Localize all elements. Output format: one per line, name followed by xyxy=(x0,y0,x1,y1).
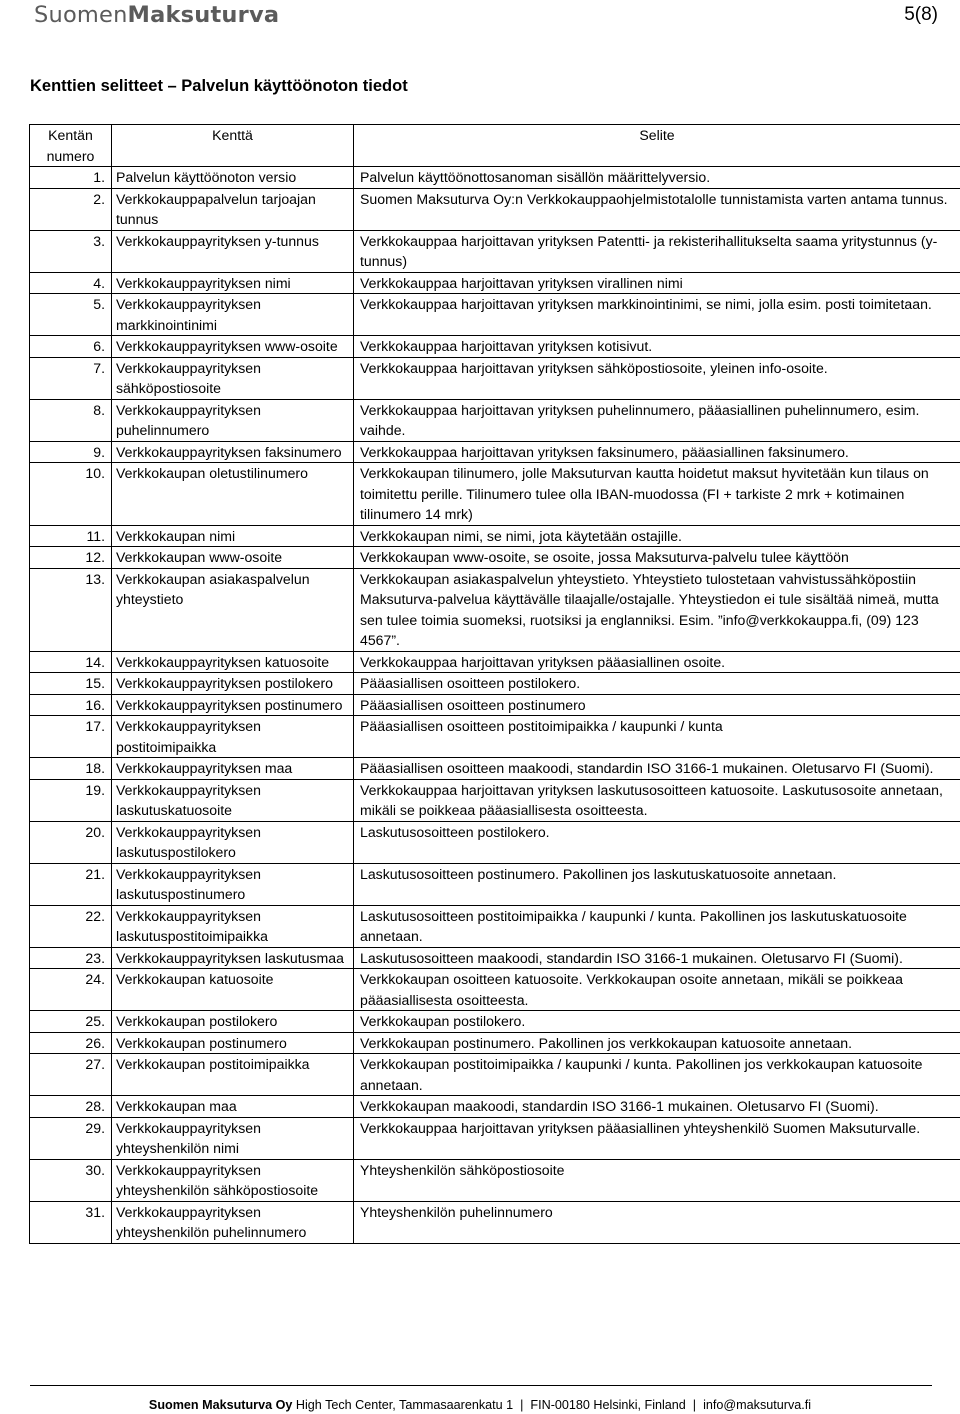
field-description: Verkkokauppaa harjoittavan yrityksen virallinen nimi xyxy=(354,272,960,294)
logo-text-part2: Maksuturva xyxy=(127,2,280,28)
table-row xyxy=(30,1201,960,1243)
field-description: Laskutusosoitteen maakoodi, standardin ISO 3166-1 mukainen. Oletusarvo FI (Suomi). xyxy=(354,947,960,969)
field-name: Verkkokauppayrityksen laskutusmaa xyxy=(112,947,354,969)
footer-divider xyxy=(30,1385,932,1386)
field-number: 9. xyxy=(30,441,112,463)
field-number: 27. xyxy=(30,1054,112,1096)
field-number: 17. xyxy=(30,716,112,758)
footer-address: High Tech Center, Tammasaarenkatu 1 | FIN-00180 Helsinki, Finland | info@maksuturva.fi xyxy=(292,1398,812,1412)
field-description: Pääasiallisen osoitteen postitoimipaikka / kaupunki / kunta xyxy=(354,716,960,758)
field-name: Verkkokaupan maa xyxy=(112,1096,354,1118)
table-row xyxy=(30,1159,960,1201)
table-row xyxy=(30,1117,960,1159)
field-name: Verkkokauppayrityksen katuosoite xyxy=(112,651,354,673)
table-row xyxy=(30,969,960,1011)
field-name: Verkkokauppayrityksen laskutuspostinumero xyxy=(112,863,354,905)
field-name: Verkkokaupan oletustilinumero xyxy=(112,463,354,526)
table-row xyxy=(30,547,960,569)
field-number: 18. xyxy=(30,758,112,780)
field-description: Laskutusosoitteen postinumero. Pakollinen jos laskutuskatuosoite annetaan. xyxy=(354,863,960,905)
field-number: 13. xyxy=(30,568,112,651)
field-name: Verkkokauppayrityksen y-tunnus xyxy=(112,230,354,272)
company-logo xyxy=(34,2,279,28)
field-description: Verkkokauppaa harjoittavan yrityksen faksinumero, pääasiallinen faksinumero. xyxy=(354,441,960,463)
footer-company: Suomen Maksuturva Oy xyxy=(148,1398,293,1412)
field-name: Verkkokauppayrityksen laskutuspostitoimipaikka xyxy=(112,905,354,947)
field-name: Verkkokauppayrityksen postitoimipaikka xyxy=(112,716,354,758)
field-name: Verkkokauppayrityksen laskutuskatuosoite xyxy=(112,779,354,821)
field-description: Pääasiallisen osoitteen postinumero xyxy=(354,694,960,716)
field-description: Verkkokaupan postitoimipaikka / kaupunki / kunta. Pakollinen jos verkkokaupan katuosoite annetaan. xyxy=(354,1054,960,1096)
field-number: 29. xyxy=(30,1117,112,1159)
field-name: Verkkokauppapalvelun tarjoajan tunnus xyxy=(112,188,354,230)
table-row xyxy=(30,399,960,441)
field-description: Verkkokauppaa harjoittavan yrityksen kotisivut. xyxy=(354,336,960,358)
field-number: 28. xyxy=(30,1096,112,1118)
field-description: Verkkokaupan nimi, se nimi, jota käytetään ostajille. xyxy=(354,525,960,547)
field-number: 11. xyxy=(30,525,112,547)
table-row xyxy=(30,694,960,716)
table-row xyxy=(30,1096,960,1118)
field-number: 10. xyxy=(30,463,112,526)
field-number: 6. xyxy=(30,336,112,358)
field-number: 19. xyxy=(30,779,112,821)
field-name: Verkkokauppayrityksen laskutuspostilokero xyxy=(112,821,354,863)
table-row xyxy=(30,167,960,189)
field-name: Verkkokaupan postitoimipaikka xyxy=(112,1054,354,1096)
field-name: Verkkokaupan nimi xyxy=(112,525,354,547)
field-number: 24. xyxy=(30,969,112,1011)
field-name: Verkkokaupan postinumero xyxy=(112,1032,354,1054)
field-number: 21. xyxy=(30,863,112,905)
field-name: Verkkokauppayrityksen yhteyshenkilön puhelinnumero xyxy=(112,1201,354,1243)
field-description: Laskutusosoitteen postilokero. xyxy=(354,821,960,863)
field-name: Verkkokauppayrityksen postilokero xyxy=(112,673,354,695)
table-row xyxy=(30,525,960,547)
field-name: Verkkokauppayrityksen faksinumero xyxy=(112,441,354,463)
table-row xyxy=(30,863,960,905)
page-number: 5(8) xyxy=(904,4,938,25)
field-description: Verkkokauppaa harjoittavan yrityksen Patentti- ja rekisterihallitukselta saama yritystunnus (y-tunnus) xyxy=(354,230,960,272)
field-name: Verkkokauppayrityksen sähköpostiosoite xyxy=(112,357,354,399)
field-description: Laskutusosoitteen postitoimipaikka / kaupunki / kunta. Pakollinen jos laskutuskatuosoite annetaan. xyxy=(354,905,960,947)
field-description: Verkkokaupan maakoodi, standardin ISO 3166-1 mukainen. Oletusarvo FI (Suomi). xyxy=(354,1096,960,1118)
field-description: Verkkokauppaa harjoittavan yrityksen pääasiallinen osoite. xyxy=(354,651,960,673)
field-name: Verkkokaupan asiakaspalvelun yhteystieto xyxy=(112,568,354,651)
table-row xyxy=(30,821,960,863)
table-row xyxy=(30,1032,960,1054)
field-description: Verkkokaupan osoitteen katuosoite. Verkkokaupan osoite annetaan, mikäli se poikkeaa pääasiallisesta osoitteesta. xyxy=(354,969,960,1011)
table-row xyxy=(30,441,960,463)
field-number: 3. xyxy=(30,230,112,272)
table-row xyxy=(30,651,960,673)
field-number: 8. xyxy=(30,399,112,441)
field-name: Verkkokauppayrityksen maa xyxy=(112,758,354,780)
field-description: Verkkokaupan postinumero. Pakollinen jos verkkokaupan katuosoite annetaan. xyxy=(354,1032,960,1054)
field-name: Verkkokauppayrityksen yhteyshenkilön sähköpostiosoite xyxy=(112,1159,354,1201)
field-description-table xyxy=(29,124,960,1244)
table-row xyxy=(30,463,960,526)
field-description: Yhteyshenkilön puhelinnumero xyxy=(354,1201,960,1243)
field-number: 15. xyxy=(30,673,112,695)
field-name: Verkkokaupan katuosoite xyxy=(112,969,354,1011)
field-number: 26. xyxy=(30,1032,112,1054)
field-number: 4. xyxy=(30,272,112,294)
field-name: Verkkokauppayrityksen yhteyshenkilön nimi xyxy=(112,1117,354,1159)
table-row xyxy=(30,1011,960,1033)
logo-text-part1: Suomen xyxy=(34,2,128,28)
field-description: Pääasiallisen osoitteen postilokero. xyxy=(354,673,960,695)
table-header-row xyxy=(30,125,960,167)
table-body xyxy=(30,167,960,1244)
field-description: Palvelun käyttöönottosanoman sisällön määrittelyversio. xyxy=(354,167,960,189)
field-number: 14. xyxy=(30,651,112,673)
table-row xyxy=(30,758,960,780)
field-description: Verkkokaupan tilinumero, jolle Maksuturvan kautta hoidetut maksut hyvitetään kun tilaus on toimitettu perille. Tilinumero tulee olla IBAN-muodossa (FI + tarkiste 2 mrk + kotimainen tilinumero 14 mrk) xyxy=(354,463,960,526)
header-field: Kenttä xyxy=(112,125,354,167)
field-number: 22. xyxy=(30,905,112,947)
table-row xyxy=(30,294,960,336)
field-name: Verkkokauppayrityksen postinumero xyxy=(112,694,354,716)
field-name: Palvelun käyttöönoton versio xyxy=(112,167,354,189)
table-row xyxy=(30,357,960,399)
table-row xyxy=(30,230,960,272)
field-number: 12. xyxy=(30,547,112,569)
field-description: Verkkokaupan www-osoite, se osoite, jossa Maksuturva-palvelu tulee käyttöön xyxy=(354,547,960,569)
field-description: Verkkokaupan asiakaspalvelun yhteystieto. Yhteystieto tulostetaan vahvistussähköpostiin Maksuturva-palvelua käyttävälle tilaajalle/ostajalle. Yhteystiedon ei tule sisältää nimeä, mutta sen tulee toimia suomeksi, ruotsiksi ja englanniksi. Esim. ”info@verkkokauppa.fi, (09) 123 4567”. xyxy=(354,568,960,651)
field-name: Verkkokauppayrityksen puhelinnumero xyxy=(112,399,354,441)
header-description: Selite xyxy=(354,125,960,167)
field-description: Verkkokauppaa harjoittavan yrityksen sähköpostiosoite, yleinen info-osoite. xyxy=(354,357,960,399)
field-description: Verkkokauppaa harjoittavan yrityksen puhelinnumero, pääasiallinen puhelinnumero, esim. vaihde. xyxy=(354,399,960,441)
table-row xyxy=(30,947,960,969)
footer xyxy=(0,1397,960,1413)
field-name: Verkkokaupan postilokero xyxy=(112,1011,354,1033)
field-number: 31. xyxy=(30,1201,112,1243)
field-description: Verkkokauppaa harjoittavan yrityksen markkinointinimi, se nimi, jolla esim. posti toimitetaan. xyxy=(354,294,960,336)
field-description: Verkkokaupan postilokero. xyxy=(354,1011,960,1033)
field-name: Verkkokaupan www-osoite xyxy=(112,547,354,569)
table-row xyxy=(30,272,960,294)
header-field-number: Kentän numero xyxy=(30,125,112,167)
table-row xyxy=(30,188,960,230)
field-number: 1. xyxy=(30,167,112,189)
field-name: Verkkokauppayrityksen nimi xyxy=(112,272,354,294)
field-number: 23. xyxy=(30,947,112,969)
table-row xyxy=(30,1054,960,1096)
field-number: 5. xyxy=(30,294,112,336)
field-description: Pääasiallisen osoitteen maakoodi, standardin ISO 3166-1 mukainen. Oletusarvo FI (Suomi). xyxy=(354,758,960,780)
field-description: Verkkokauppaa harjoittavan yrityksen pääasiallinen yhteyshenkilö Suomen Maksuturvalle. xyxy=(354,1117,960,1159)
field-name: Verkkokauppayrityksen www-osoite xyxy=(112,336,354,358)
field-description: Suomen Maksuturva Oy:n Verkkokauppaohjelmistotalolle tunnistamista varten antama tunnus. xyxy=(354,188,960,230)
field-number: 16. xyxy=(30,694,112,716)
field-number: 2. xyxy=(30,188,112,230)
table-row xyxy=(30,673,960,695)
table-row xyxy=(30,779,960,821)
field-number: 7. xyxy=(30,357,112,399)
table-row xyxy=(30,716,960,758)
field-number: 25. xyxy=(30,1011,112,1033)
page-title: Kenttien selitteet – Palvelun käyttöönoton tiedot xyxy=(30,77,408,95)
field-number: 20. xyxy=(30,821,112,863)
field-description: Verkkokauppaa harjoittavan yrityksen laskutusosoitteen katuosoite. Laskutusosoite annetaan, mikäli se poikkeaa pääasiallisesta osoitteesta. xyxy=(354,779,960,821)
field-description: Yhteyshenkilön sähköpostiosoite xyxy=(354,1159,960,1201)
field-name: Verkkokauppayrityksen markkinointinimi xyxy=(112,294,354,336)
table-row xyxy=(30,905,960,947)
field-number: 30. xyxy=(30,1159,112,1201)
table-row xyxy=(30,568,960,651)
table-row xyxy=(30,336,960,358)
